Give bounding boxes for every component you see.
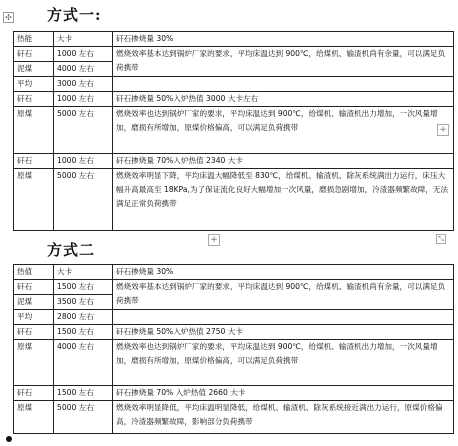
table-cell: 原煤 [14,401,54,434]
table-cell: 矸石 [14,47,54,62]
table-method-2 [13,264,454,434]
table-cell: 泥煤 [14,295,54,310]
add-column-icon[interactable]: + [437,124,449,136]
table-cell: 原煤 [14,107,54,154]
table-cell: 热能 [14,32,54,47]
table-row [14,280,454,295]
section-heading-method-2: 方式二 [47,241,96,259]
table-cell: 泥煤 [14,62,54,77]
table-cell: 矸石掺烧量 70%入炉热值 2340 大卡 [113,154,454,169]
add-row-icon[interactable]: + [208,234,220,246]
table-row [14,154,454,169]
table-cell: 燃烧效率也达到锅炉厂家的要求，平均床温达到 900℃，给煤机、输渣机出力增加，一次风量增加，磨损有所增加，原煤价格偏高，可以满足负荷携带 [113,107,454,154]
table-row [14,169,454,231]
table-row [14,386,454,401]
table-cell: 2800 左右 [54,310,113,325]
table-row [14,92,454,107]
table-cell [113,77,454,92]
table-method-1 [13,31,454,231]
table-cell: 矸石 [14,154,54,169]
table-row [14,107,454,154]
list-bullet-icon [6,436,12,442]
table-cell: 1500 左右 [54,386,113,401]
table-cell: 燃烧效率基本达到锅炉厂家的要求，平均床温达到 900℃，给煤机、输渣机尚有余量，可以满足负荷携带 [113,47,454,77]
table-cell: 热值 [14,265,54,280]
table-cell: 4000 左右 [54,340,113,386]
table-cell: 矸石 [14,386,54,401]
table-cell: 燃烧效率基本达到锅炉厂家的要求，平均床温达到 900℃，给煤机、输渣机尚有余量，可以满足负荷携带 [113,280,454,310]
section-heading-method-1: 方式一: [47,6,102,24]
table-cell [113,310,454,325]
table-row [14,32,454,47]
table-cell: 5000 左右 [54,401,113,434]
table-cell: 5000 左右 [54,107,113,154]
table-cell: 3500 左右 [54,295,113,310]
table-row [14,77,454,92]
table-move-handle[interactable]: ✣ [3,12,14,23]
table-cell: 矸石掺烧量 50%入炉热值 2750 大卡 [113,325,454,340]
table-cell: 平均 [14,310,54,325]
table-cell: 平均 [14,77,54,92]
table-cell: 矸石掺烧量 30% [113,265,454,280]
table-cell: 矸石 [14,325,54,340]
table-cell: 燃烧效率明显下降，平均床温大幅降低至 830℃，给煤机、输渣机、除灰系统满出力运行，床压大幅升高最高至 18KPa,为了保证流化良好大幅增加一次风量，磨损急剧增加，冷渣器频繁故障，无法满足正常负荷携带 [113,169,454,231]
table-cell: 原煤 [14,340,54,386]
table-cell: 1000 左右 [54,92,113,107]
table-cell: 5000 左右 [54,169,113,231]
table-cell: 大卡 [54,32,113,47]
table-cell: 矸石 [14,92,54,107]
table-cell: 矸石掺烧量 30% [113,32,454,47]
table-row [14,401,454,434]
table-cell: 1000 左右 [54,47,113,62]
table-row [14,265,454,280]
table-cell: 燃烧效率也达到锅炉厂家的要求，平均床温达到 900℃，给煤机、输渣机出力增加，一次风量增加，磨损有所增加，原煤价格偏高，可以满足负荷携带 [113,340,454,386]
table-cell: 1500 左右 [54,325,113,340]
table-row [14,325,454,340]
table-cell: 1500 左右 [54,280,113,295]
table-cell: 3000 左右 [54,77,113,92]
table-row [14,340,454,386]
table-resize-handle-icon[interactable]: ⤡ [436,234,446,244]
table-cell: 1000 左右 [54,154,113,169]
table-cell: 原煤 [14,169,54,231]
table-row [14,310,454,325]
table-cell: 矸石掺烧量 50%入炉热值 3000 大卡左右 [113,92,454,107]
table-row [14,47,454,62]
table-cell: 矸石 [14,280,54,295]
table-cell: 4000 左右 [54,62,113,77]
table-cell: 大卡 [54,265,113,280]
table-cell: 矸石掺烧量 70% 入炉热值 2660 大卡 [113,386,454,401]
table-cell: 燃烧效率明显降低，平均床温明显降低，给煤机、输渣机、除灰系统接近满出力运行，原煤价格偏高，冷渣器频繁故障，影响部分负荷携带 [113,401,454,434]
